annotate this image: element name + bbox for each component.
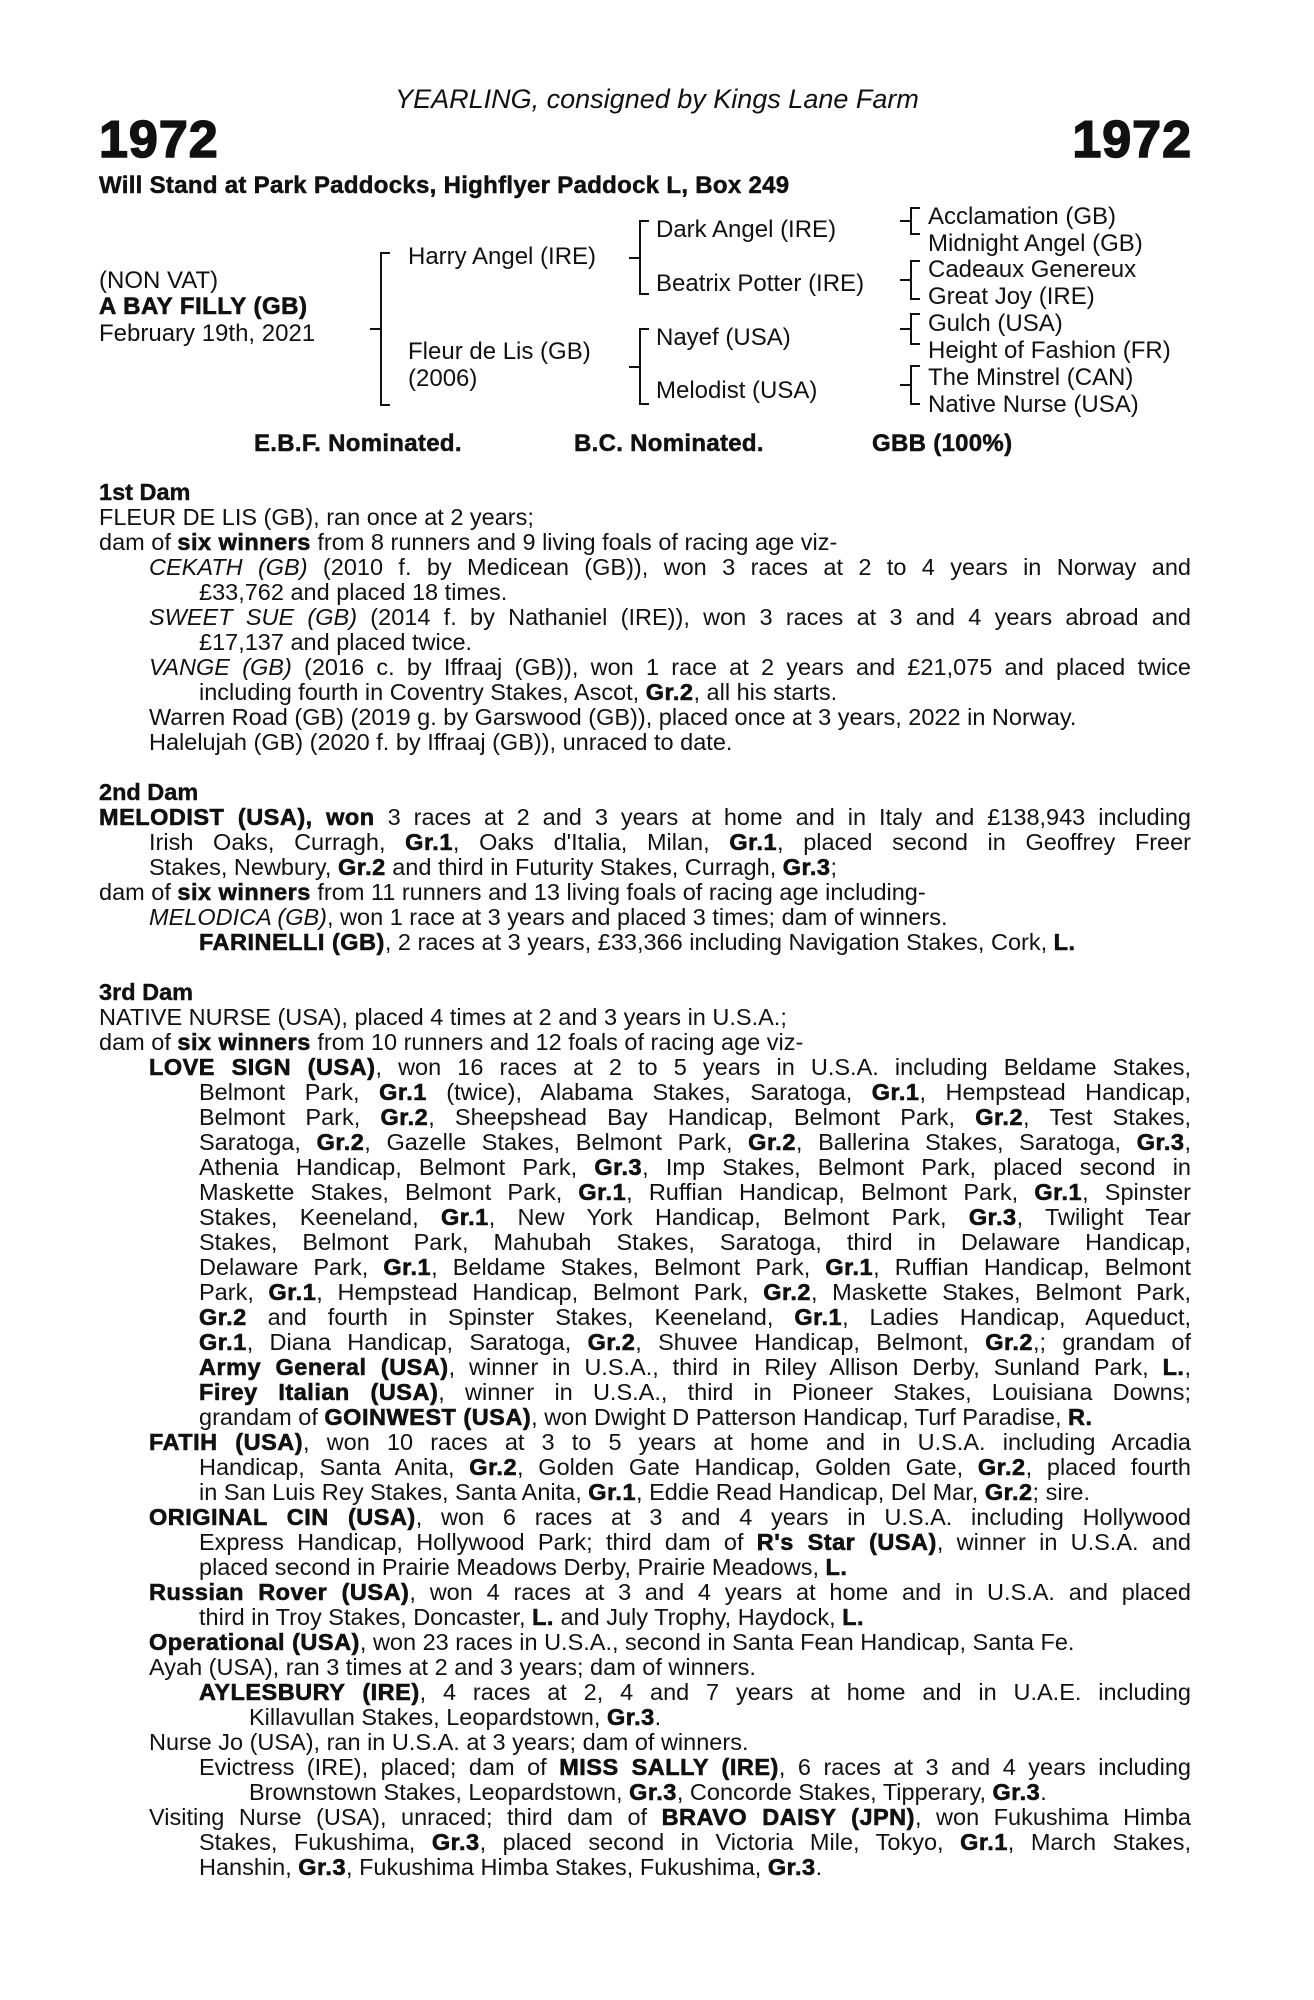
grade: L. xyxy=(1053,929,1076,955)
produce-warren-road: Warren Road (GB) (2019 g. by Garswood (GB)), placed once at 3 years, 2022 in Norway. xyxy=(149,704,1077,730)
text: from 10 runners and 12 foals of racing age viz- xyxy=(310,1029,804,1055)
pedigree-brace-dd xyxy=(910,365,920,405)
horse-name: R's Star (USA) xyxy=(756,1529,937,1555)
stand-location: Will Stand at Park Paddocks, Highflyer Paddock L, Box 249 xyxy=(99,172,790,199)
text: , placed fourth xyxy=(1025,1454,1191,1480)
grade: Gr.1 xyxy=(383,1254,432,1280)
text: , won 1 race at 3 years and placed 3 times; dam of winners. xyxy=(327,904,948,930)
text: Park, xyxy=(199,1279,269,1305)
produce-vange-cont xyxy=(99,680,1191,705)
dam-sire: Nayef (USA) xyxy=(656,324,791,351)
grade: Gr.2 xyxy=(199,1304,247,1330)
grade: Gr.3 xyxy=(992,1779,1041,1805)
produce-sweet-sue-cont: £17,137 and placed twice. xyxy=(199,629,473,655)
text: , Ladies Handicap, Aqueduct, xyxy=(842,1304,1192,1330)
text: Belmont Park, xyxy=(199,1079,380,1105)
dds-name: The Minstrel (CAN) xyxy=(928,364,1134,391)
produce-love-sign-cont xyxy=(99,1130,1191,1155)
produce-visiting-nurse-cont xyxy=(99,1855,1191,1880)
produce-fatih-cont xyxy=(99,1455,1191,1480)
text: , Sheepshead Bay Handicap, Belmont Park, xyxy=(428,1104,976,1130)
text: Express Handicap, Hollywood Park; third dam of xyxy=(199,1529,757,1555)
third-dam-line: NATIVE NURSE (USA), placed 4 times at 2 and 3 years in U.S.A.; xyxy=(99,1004,787,1030)
pedigree-brace-sd xyxy=(910,260,920,300)
produce-love-sign-cont xyxy=(99,1355,1191,1380)
text: Stakes, Keeneland, xyxy=(199,1204,441,1230)
text: Killavullan Stakes, Leopardstown, xyxy=(249,1704,607,1730)
grade: Gr.1 xyxy=(268,1279,317,1305)
produce-visiting-nurse xyxy=(99,1805,1191,1830)
produce-love-sign-cont xyxy=(99,1255,1191,1280)
grade: Gr.2 xyxy=(337,854,386,880)
text: including fourth in Coventry Stakes, Ascot, xyxy=(199,679,646,705)
produce-fatih-cont xyxy=(99,1480,1191,1505)
text: , Diana Handicap, Saratoga, xyxy=(246,1329,588,1355)
text: , Beldame Stakes, Belmont Park, xyxy=(431,1254,826,1280)
text: . xyxy=(1040,1779,1047,1805)
text: dam of xyxy=(99,529,178,555)
text: ; xyxy=(830,854,838,880)
produce-aylesbury xyxy=(99,1680,1191,1705)
text: (2010 f. by Medicean (GB)), won 3 races at 2 to 4 years in Norway and xyxy=(307,554,1191,580)
horse-name: GOINWEST (USA) xyxy=(324,1404,532,1430)
grade: Gr.2 xyxy=(985,1329,1033,1355)
horse-name: VANGE (GB) xyxy=(149,654,292,680)
grade: Gr.3 xyxy=(1136,1129,1185,1155)
text: , Ruffian Handicap, Belmont xyxy=(873,1254,1191,1280)
grade: L. xyxy=(1162,1354,1185,1380)
bc-nomination: B.C. Nominated. xyxy=(574,430,764,457)
text: , Test Stakes, xyxy=(1023,1104,1191,1130)
horse-name: FATIH (USA) xyxy=(149,1429,304,1455)
text: (2014 f. by Nathaniel (IRE)), won 3 races at 3 and 4 years abroad and xyxy=(357,604,1191,630)
text: , Hempstead Handicap, xyxy=(919,1079,1191,1105)
pedigree-brace-ds xyxy=(910,313,920,345)
produce-original-cin xyxy=(99,1505,1191,1530)
produce-love-sign-cont xyxy=(99,1205,1191,1230)
third-dam-produce-summary xyxy=(99,1030,1191,1055)
text: , Spinster xyxy=(1082,1179,1191,1205)
sire-sire: Dark Angel (IRE) xyxy=(656,216,837,243)
first-dam-heading: 1st Dam xyxy=(99,479,191,505)
text: , winner in U.S.A. and xyxy=(936,1529,1191,1555)
second-dam-produce-summary xyxy=(99,880,1191,905)
grade: Gr.2 xyxy=(645,679,694,705)
grade: Gr.3 xyxy=(594,1154,643,1180)
first-dam-line xyxy=(99,505,1191,530)
grade: Gr.3 xyxy=(431,1829,480,1855)
text: ,; grandam of xyxy=(1033,1329,1191,1355)
horse-name: Russian Rover (USA) xyxy=(149,1579,410,1605)
text: , 4 races at 2, 4 and 7 years at home and in U.A.E. including xyxy=(419,1679,1192,1705)
produce-vange xyxy=(99,655,1191,680)
text: , March Stakes, xyxy=(1007,1829,1192,1855)
sire-dam: Beatrix Potter (IRE) xyxy=(656,270,865,297)
grade: Gr.1 xyxy=(960,1829,1008,1855)
produce-ayah: Ayah (USA), ran 3 times at 2 and 3 years; dam of winners. xyxy=(149,1654,756,1680)
produce-fatih xyxy=(99,1430,1191,1455)
grade: Gr.1 xyxy=(794,1304,843,1330)
second-dam-heading: 2nd Dam xyxy=(99,779,199,805)
date-of-birth: February 19th, 2021 xyxy=(99,320,316,347)
produce-love-sign-cont xyxy=(99,1305,1191,1330)
produce-russian-rover xyxy=(99,1580,1191,1605)
produce-love-sign-cont xyxy=(99,1080,1191,1105)
text: . xyxy=(654,1704,662,1730)
horse-name: Operational (USA) xyxy=(149,1629,360,1655)
text: placed second in Prairie Meadows Derby, Prairie Meadows, xyxy=(199,1554,826,1580)
produce-love-sign-cont xyxy=(99,1405,1191,1430)
text: (2016 c. by Iffraaj (GB)), won 1 race at 2 years and £21,075 and placed twice xyxy=(291,654,1191,680)
grade: Gr.3 xyxy=(606,1704,655,1730)
third-dam-section xyxy=(99,980,1191,1880)
text: , Fukushima Himba Stakes, Fukushima, xyxy=(346,1854,768,1880)
text: , xyxy=(1184,1129,1191,1155)
text: (twice), Alabama Stakes, Saratoga, xyxy=(426,1079,872,1105)
produce-aylesbury-cont xyxy=(99,1705,1191,1730)
text: , Twilight Tear xyxy=(1016,1204,1191,1230)
text: , won 16 races at 2 to 5 years in U.S.A. including Beldame Stakes, xyxy=(375,1054,1191,1080)
winners-count: six winners xyxy=(177,529,311,555)
text: Athenia Handicap, Belmont Park, xyxy=(199,1154,595,1180)
grade: Gr.1 xyxy=(871,1079,920,1105)
lot-number-left: 1972 xyxy=(99,111,219,169)
text: , won 23 races in U.S.A., second in Santa Fean Handicap, Santa Fe. xyxy=(359,1629,1075,1655)
text: Stakes, Fukushima, xyxy=(199,1829,432,1855)
grade: Gr.2 xyxy=(977,1454,1026,1480)
text: . xyxy=(815,1854,823,1880)
produce-visiting-nurse-cont xyxy=(99,1830,1191,1855)
text: Irish Oaks, Curragh, xyxy=(149,829,406,855)
grade: Gr.1 xyxy=(578,1179,627,1205)
text: Delaware Park, xyxy=(199,1254,384,1280)
produce-love-sign xyxy=(99,1055,1191,1080)
text: and fourth in Spinster Stakes, Keeneland, xyxy=(246,1304,795,1330)
pedigree-brace-dam xyxy=(639,328,649,405)
text: , placed second in Geoffrey Freer xyxy=(777,829,1192,855)
text: Brownstown Stakes, Leopardstown, xyxy=(249,1779,630,1805)
text: from 8 runners and 9 living foals of racing age viz- xyxy=(310,529,838,555)
text: , Golden Gate Handicap, Golden Gate, xyxy=(517,1454,978,1480)
sdd-name: Great Joy (IRE) xyxy=(928,283,1095,310)
text: from 11 runners and 13 living foals of racing age including- xyxy=(310,879,926,905)
produce-original-cin-cont xyxy=(99,1530,1191,1555)
dam-dam: Melodist (USA) xyxy=(656,377,818,404)
horse-name: CEKATH (GB) xyxy=(149,554,308,580)
grade: L. xyxy=(532,1604,554,1630)
dsd-name: Height of Fashion (FR) xyxy=(928,337,1171,364)
consignor-line: YEARLING, consigned by Kings Lane Farm xyxy=(395,84,919,114)
horse-name: LOVE SIGN (USA) xyxy=(149,1054,376,1080)
text: , won 6 races at 3 and 4 years in U.S.A. including Hollywood xyxy=(415,1504,1191,1530)
produce-love-sign-cont xyxy=(99,1380,1191,1405)
grade: Gr.3 xyxy=(782,854,831,880)
produce-original-cin-cont xyxy=(99,1555,1191,1580)
sss-name: Acclamation (GB) xyxy=(928,203,1117,230)
pedigree-brace-1 xyxy=(380,252,390,406)
grade: Gr.2 xyxy=(380,1104,429,1130)
second-dam-line xyxy=(99,855,1191,880)
text: Evictress (IRE), placed; dam of xyxy=(199,1754,560,1780)
text: 3 races at 2 and 3 years at home and in Italy and £138,943 including xyxy=(374,804,1191,830)
dam-name: Fleur de Lis (GB) xyxy=(408,338,591,365)
horse-name: Firey Italian (USA) xyxy=(199,1379,439,1405)
text: dam of xyxy=(99,1029,178,1055)
produce-love-sign-cont xyxy=(99,1280,1191,1305)
produce-nurse-jo: Nurse Jo (USA), ran in U.S.A. at 3 years; dam of winners. xyxy=(149,1729,749,1755)
pedigree-brace-ss xyxy=(910,207,920,235)
grade: Gr.2 xyxy=(748,1129,796,1155)
text: FLEUR DE LIS (GB), ran once at 2 years; xyxy=(99,504,534,530)
text: Stakes, Newbury, xyxy=(149,854,338,880)
grade: L. xyxy=(825,1554,848,1580)
text: , Oaks d'Italia, Milan, xyxy=(452,829,730,855)
produce-halelujah: Halelujah (GB) (2020 f. by Iffraaj (GB)), unraced to date. xyxy=(149,729,733,755)
ssd-name: Midnight Angel (GB) xyxy=(928,230,1143,257)
grade: Gr.1 xyxy=(1034,1179,1083,1205)
produce-evictress-cont xyxy=(99,1780,1191,1805)
winners-count: six winners xyxy=(177,879,311,905)
text: third in Troy Stakes, Doncaster, xyxy=(199,1604,533,1630)
grade: Gr.2 xyxy=(316,1129,365,1155)
ebf-nomination: E.B.F. Nominated. xyxy=(254,430,462,457)
produce-love-sign-cont xyxy=(99,1155,1191,1180)
produce-melodica xyxy=(99,905,1191,930)
text: , New York Handicap, Belmont Park, xyxy=(488,1204,969,1230)
grade: R. xyxy=(1068,1404,1093,1430)
text: Saratoga, xyxy=(199,1129,317,1155)
text: , winner in U.S.A., third in Pioneer Stakes, Louisiana Downs; xyxy=(438,1379,1191,1405)
horse-name: MELODICA (GB) xyxy=(149,904,328,930)
text: , Eddie Read Handicap, Del Mar, xyxy=(636,1479,985,1505)
text: , Shuvee Handicap, Belmont, xyxy=(635,1329,986,1355)
produce-farinelli xyxy=(99,930,1191,955)
grade: Gr.1 xyxy=(825,1254,874,1280)
text: ; sire. xyxy=(1032,1479,1091,1505)
grade: Gr.2 xyxy=(469,1454,518,1480)
horse-name: BRAVO DAISY (JPN) xyxy=(661,1804,915,1830)
text: , xyxy=(1184,1354,1191,1380)
text: , Maskette Stakes, Belmont Park, xyxy=(810,1279,1191,1305)
text: Belmont Park, xyxy=(199,1104,381,1130)
grade: Gr.3 xyxy=(767,1854,816,1880)
grade: Gr.2 xyxy=(587,1329,636,1355)
sire-name: Harry Angel (IRE) xyxy=(408,243,597,270)
text: , won Dwight D Patterson Handicap, Turf Paradise, xyxy=(531,1404,1068,1430)
text: grandam of xyxy=(199,1404,325,1430)
grade: Gr.1 xyxy=(729,829,778,855)
second-dam-section xyxy=(99,780,1191,955)
winners-count: six winners xyxy=(177,1029,311,1055)
text: , Ballerina Stakes, Saratoga, xyxy=(795,1129,1137,1155)
horse-name: ORIGINAL CIN (USA) xyxy=(149,1504,416,1530)
grade: Gr.3 xyxy=(298,1854,347,1880)
text: Hanshin, xyxy=(199,1854,299,1880)
sds-name: Cadeaux Genereux xyxy=(928,256,1137,283)
second-dam-line xyxy=(99,805,1191,830)
produce-cekath xyxy=(99,555,1191,580)
grade: Gr.3 xyxy=(968,1204,1017,1230)
produce-love-sign-cont: Stakes, Belmont Park, Mahubah Stakes, Saratoga, third in Delaware Handicap, xyxy=(199,1229,1191,1255)
grade: Gr.3 xyxy=(629,1779,677,1805)
text: , winner in U.S.A., third in Riley Allison Derby, Sunland Park, xyxy=(448,1354,1163,1380)
dam-year: (2006) xyxy=(408,365,478,392)
horse-name: MISS SALLY (IRE) xyxy=(559,1754,779,1780)
text: , Gazelle Stakes, Belmont Park, xyxy=(364,1129,749,1155)
text: dam of xyxy=(99,879,178,905)
lot-number-right: 1972 xyxy=(1072,111,1192,169)
horse-name: Army General (USA) xyxy=(199,1354,449,1380)
text: in San Luis Rey Stakes, Santa Anita, xyxy=(199,1479,589,1505)
text: Visiting Nurse (USA), unraced; third dam of xyxy=(149,1804,662,1830)
produce-evictress xyxy=(99,1755,1191,1780)
text: Handicap, Santa Anita, xyxy=(199,1454,470,1480)
text: , Concorde Stakes, Tipperary, xyxy=(676,1779,993,1805)
text: , won Fukushima Himba xyxy=(914,1804,1191,1830)
gbb-status: GBB (100%) xyxy=(872,430,1013,457)
produce-operational xyxy=(99,1630,1191,1655)
grade: Gr.2 xyxy=(975,1104,1024,1130)
text: and July Trophy, Haydock, xyxy=(553,1604,843,1630)
third-dam-heading: 3rd Dam xyxy=(99,979,194,1005)
horse-name: SWEET SUE (GB) xyxy=(149,604,358,630)
text: , Hempstead Handicap, Belmont Park, xyxy=(316,1279,764,1305)
dss-name: Gulch (USA) xyxy=(928,310,1063,337)
grade: Gr.2 xyxy=(763,1279,811,1305)
text: , won 4 races at 3 and 4 years at home and in U.S.A. and placed xyxy=(409,1579,1191,1605)
horse-name: FARINELLI (GB) xyxy=(199,929,385,955)
text: , 6 races at 3 and 4 years including xyxy=(778,1754,1191,1780)
first-dam-produce-summary xyxy=(99,530,1191,555)
produce-russian-rover-cont xyxy=(99,1605,1191,1630)
text: , 2 races at 3 years, £33,366 including Navigation Stakes, Cork, xyxy=(384,929,1054,955)
horse-name: A BAY FILLY (GB) xyxy=(99,293,308,320)
grade: Gr.1 xyxy=(588,1479,637,1505)
produce-love-sign-cont xyxy=(99,1180,1191,1205)
text: Maskette Stakes, Belmont Park, xyxy=(199,1179,579,1205)
produce-cekath-cont: £33,762 and placed 18 times. xyxy=(199,579,508,605)
first-dam-section xyxy=(99,480,1191,755)
grade: Gr.1 xyxy=(379,1079,427,1105)
text: , placed second in Victoria Mile, Tokyo, xyxy=(479,1829,961,1855)
produce-love-sign-cont xyxy=(99,1105,1191,1130)
horse-name: MELODIST (USA), won xyxy=(99,804,375,830)
text: , Ruffian Handicap, Belmont Park, xyxy=(626,1179,1035,1205)
vat-status: (NON VAT) xyxy=(99,267,219,294)
second-dam-line xyxy=(99,830,1191,855)
text: , Imp Stakes, Belmont Park, placed second in xyxy=(642,1154,1191,1180)
ddd-name: Native Nurse (USA) xyxy=(928,391,1139,418)
grade: Gr.1 xyxy=(440,1204,489,1230)
grade: L. xyxy=(842,1604,865,1630)
pedigree-brace-sire xyxy=(639,220,649,295)
produce-love-sign-cont xyxy=(99,1330,1191,1355)
grade: Gr.1 xyxy=(199,1329,247,1355)
produce-sweet-sue xyxy=(99,605,1191,630)
text: , all his starts. xyxy=(693,679,838,705)
grade: Gr.1 xyxy=(405,829,453,855)
text: and third in Futurity Stakes, Curragh, xyxy=(385,854,783,880)
grade: Gr.2 xyxy=(984,1479,1033,1505)
horse-name: AYLESBURY (IRE) xyxy=(199,1679,420,1705)
text: , won 10 races at 3 to 5 years at home and in U.S.A. including Arcadia xyxy=(303,1429,1191,1455)
